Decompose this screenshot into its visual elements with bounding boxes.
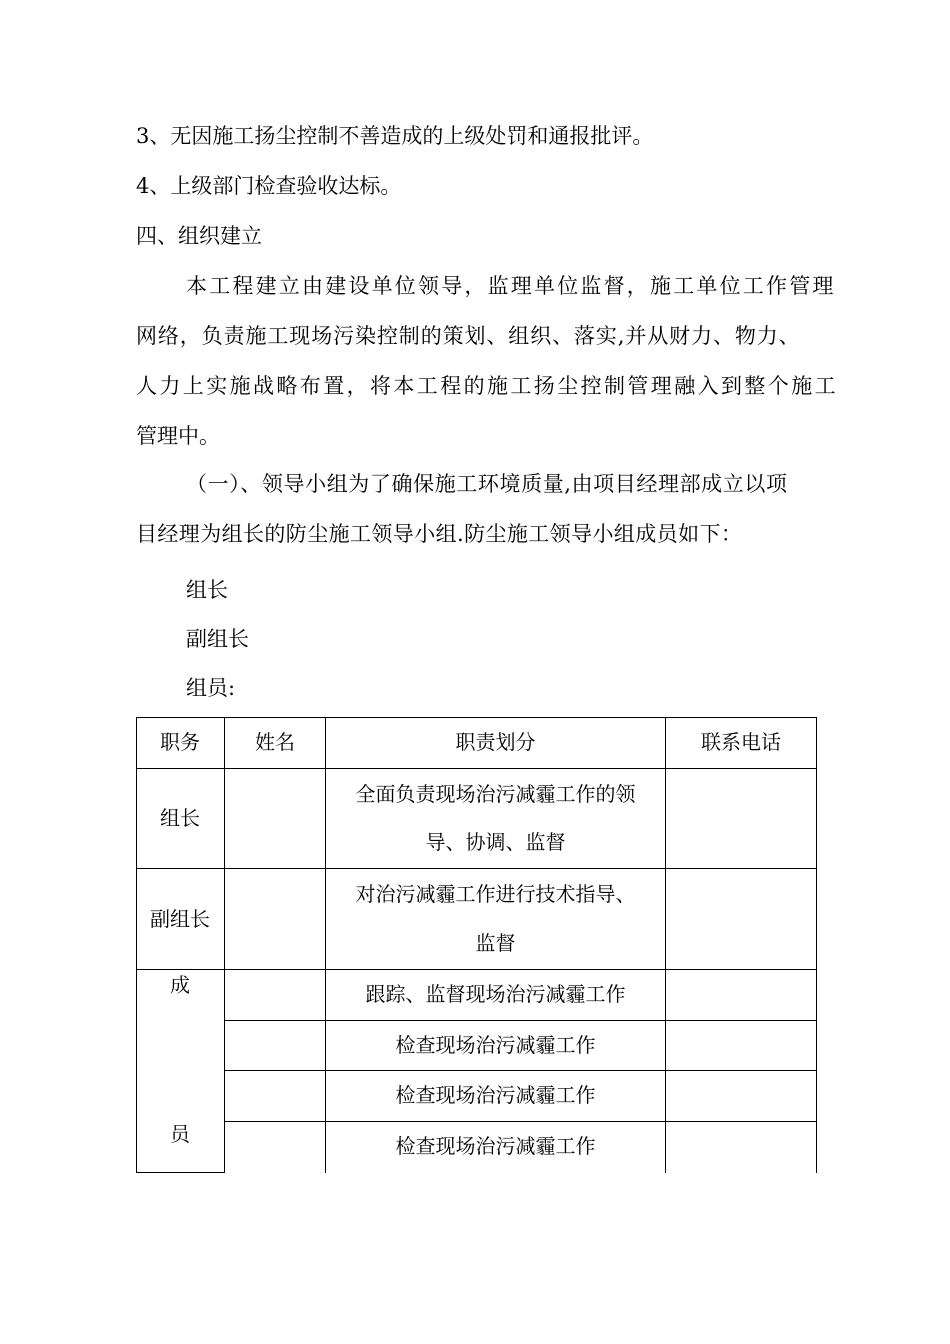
member-duty: 检查现场治污减霾工作: [395, 1134, 596, 1158]
item-3: 3、无因施工扬尘控制不善造成的上级处罚和通报批评。: [136, 124, 654, 148]
header-phone: 联系电话: [701, 730, 781, 754]
team-table: [136, 717, 817, 1173]
table-rule: [136, 717, 137, 1173]
section-heading: 四、组织建立: [136, 224, 262, 248]
row-role: 组长: [160, 806, 200, 830]
vice-leader-label: 副组长: [186, 627, 249, 651]
table-rule: [136, 1172, 224, 1173]
member-duty: 跟踪、监督现场治污减霾工作: [365, 982, 626, 1006]
table-rule: [816, 717, 817, 1173]
row-duty-line: 全面负责现场治污减霾工作的领: [355, 782, 636, 806]
row-duty-line: 导、协调、监督: [425, 830, 566, 854]
row-role: 副组长: [150, 907, 210, 931]
members-label: 组员:: [186, 676, 236, 700]
row-duty-line: 监督: [475, 931, 516, 955]
table-rule: [224, 717, 225, 1173]
table-rule: [665, 717, 666, 1173]
leader-label: 组长: [186, 578, 228, 602]
header-duty: 职责划分: [455, 730, 536, 754]
org-paragraph-line-4: 管理中。: [136, 424, 220, 448]
org-paragraph-line-1: 本工程建立由建设单位领导，监理单位监督，施工单位工作管理: [186, 274, 836, 298]
group-paragraph-line-1: （一）、领导小组为了确保施工环境质量,由项目经理部成立以项: [186, 472, 788, 496]
org-paragraph-line-2: 网络，负责施工现场污染控制的策划、组织、落实,并从财力、物力、: [136, 324, 801, 348]
header-name: 姓名: [255, 730, 295, 754]
org-paragraph-line-3: 人力上实施战略布置，将本工程的施工扬尘控制管理融入到整个施工: [136, 374, 838, 398]
member-role-top: 成: [170, 973, 190, 997]
group-paragraph-line-2: 目经理为组长的防尘施工领导小组.防尘施工领导小组成员如下：: [136, 522, 743, 546]
header-role: 职务: [160, 730, 200, 754]
member-duty: 检查现场治污减霾工作: [395, 1033, 596, 1057]
member-role-bottom: 员: [170, 1122, 190, 1146]
member-duty: 检查现场治污减霾工作: [395, 1083, 596, 1107]
item-4: 4、上级部门检查验收达标。: [136, 174, 402, 198]
row-duty-line: 对治污减霾工作进行技术指导、: [355, 882, 636, 906]
